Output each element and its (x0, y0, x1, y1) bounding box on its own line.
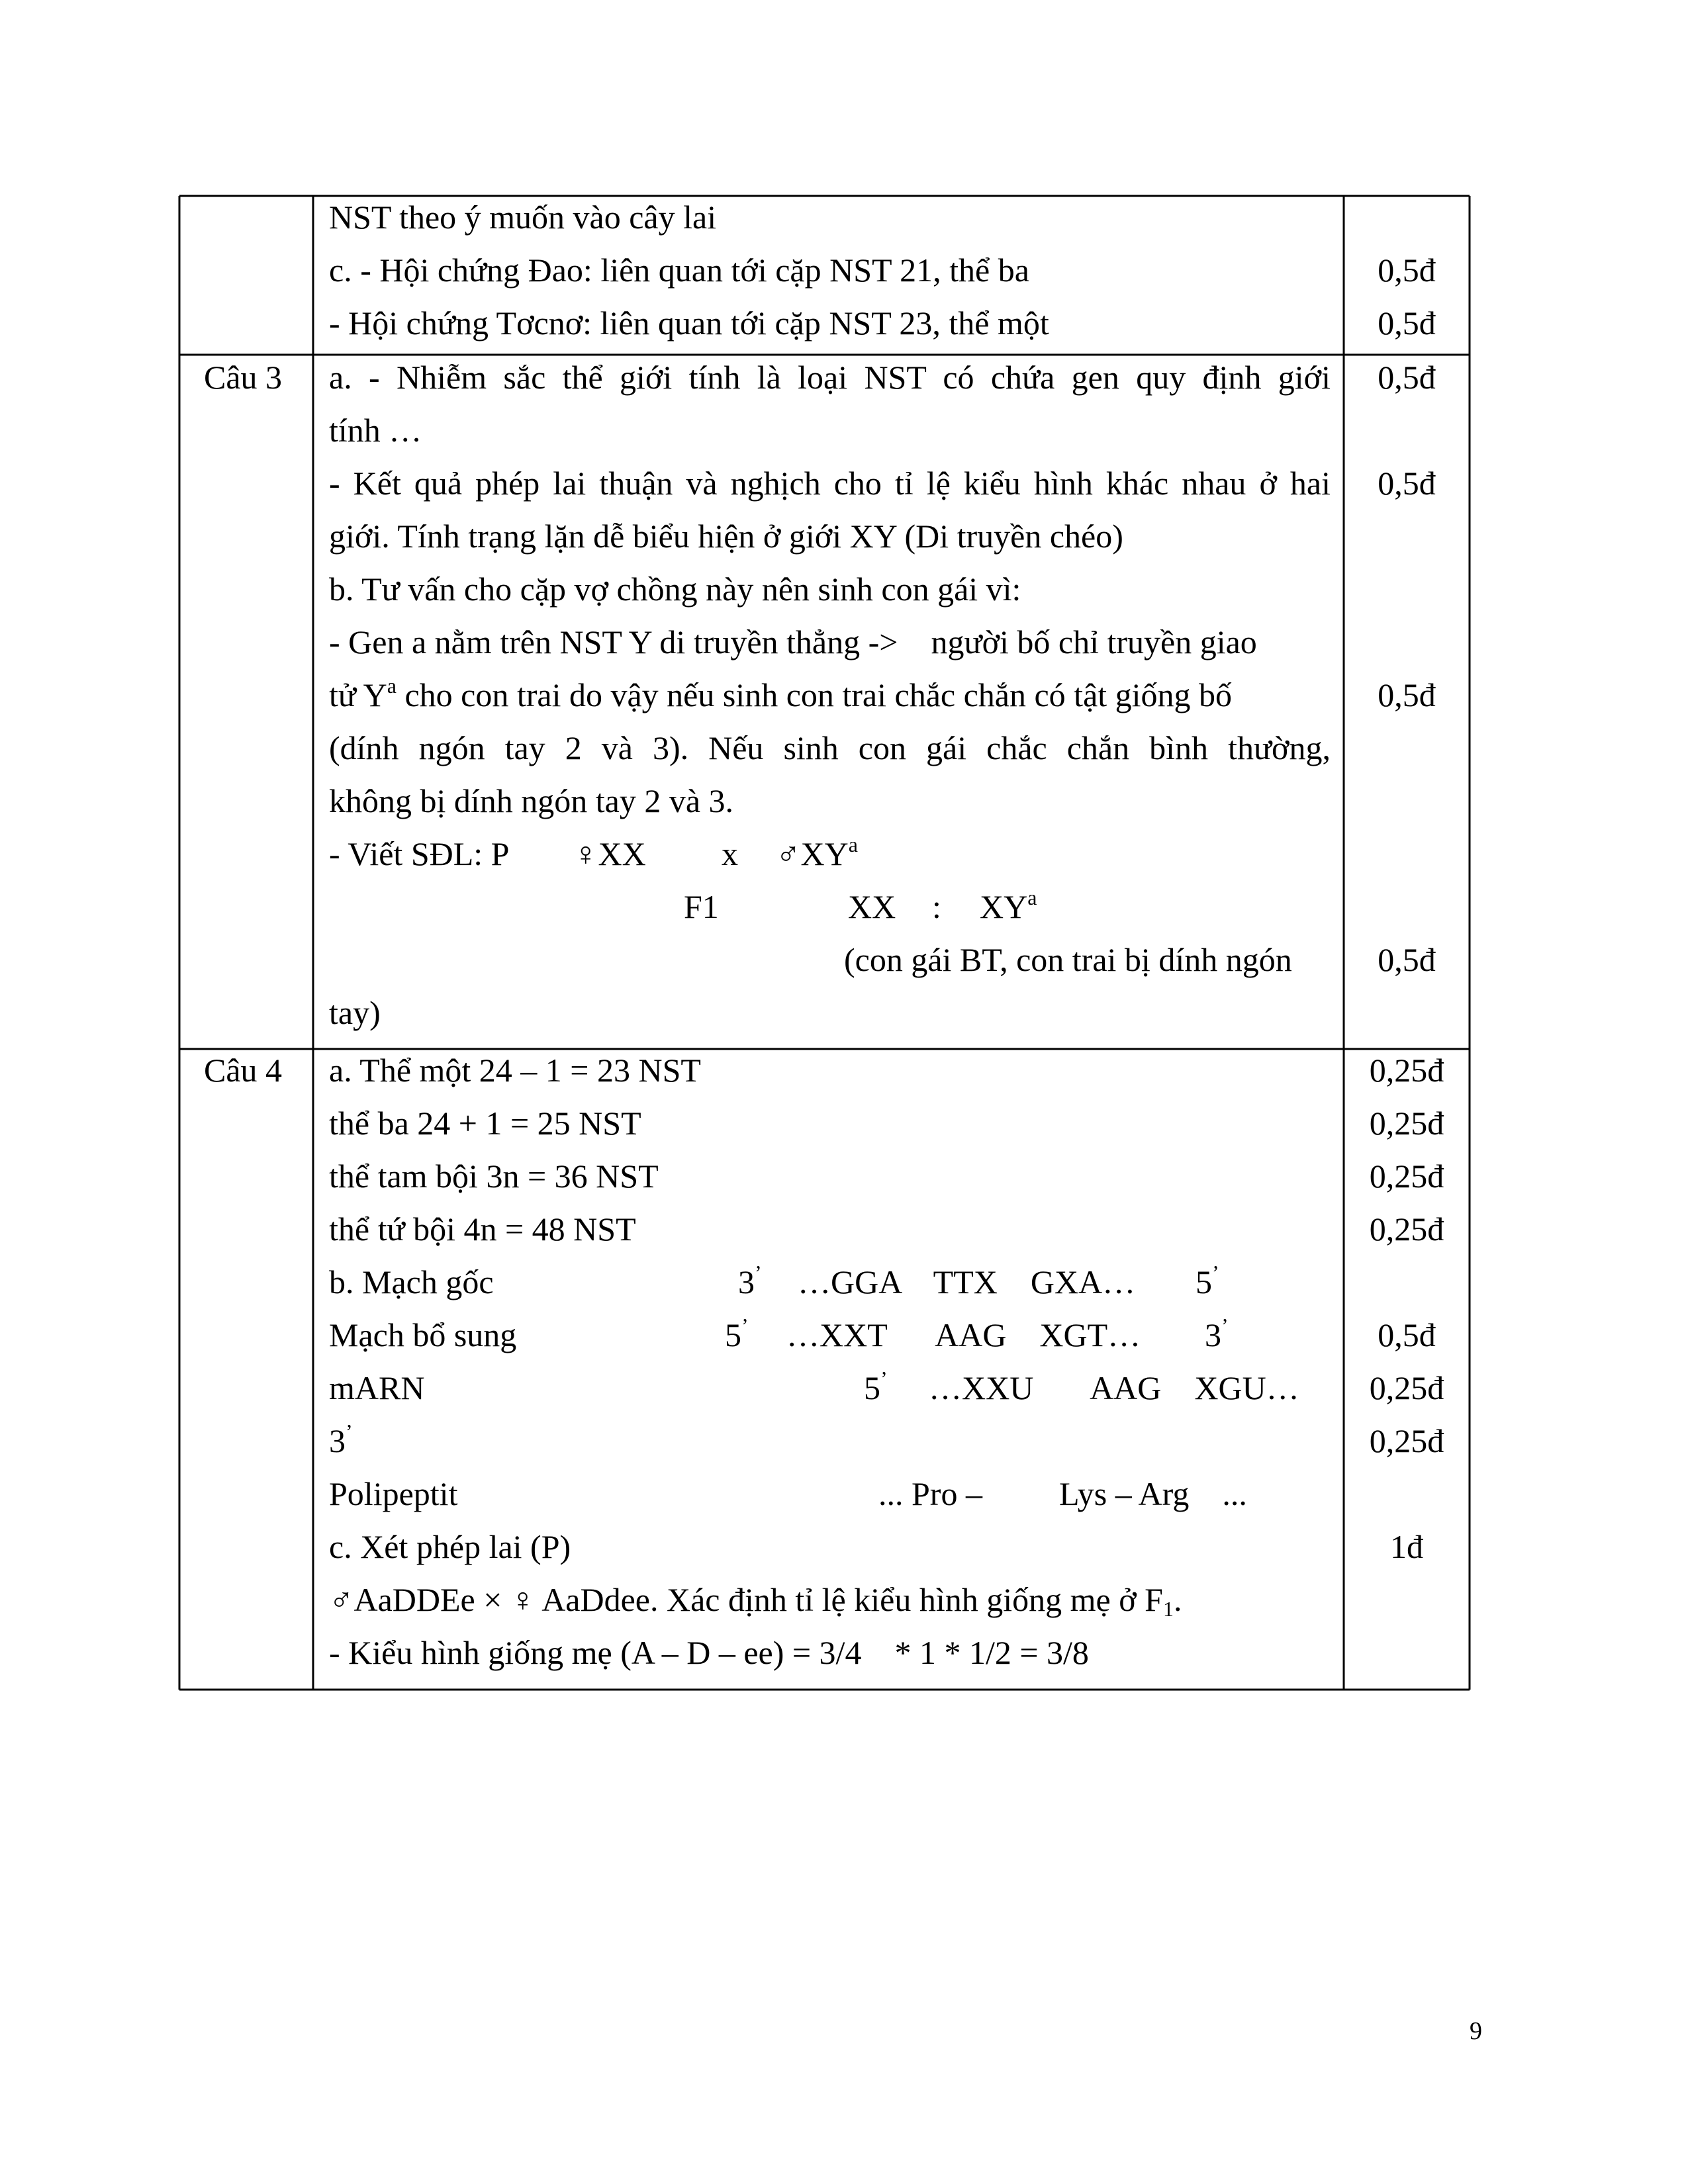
cross-symbol: x (722, 835, 738, 872)
score-mark: 0,5đ (1378, 676, 1436, 713)
content-line: thể tứ bội 4n = 48 NST (329, 1210, 636, 1248)
score-mark: 0,25đ (1369, 1158, 1444, 1195)
strand-end: 5’ (725, 1314, 749, 1353)
female-genotype: ♀XX (573, 835, 646, 872)
score-mark: 0,5đ (1378, 1316, 1436, 1353)
f1-label: F1 (684, 888, 719, 925)
strand-label: Polipeptit (329, 1475, 458, 1512)
score-mark: 1đ (1390, 1528, 1423, 1565)
score-mark: 0,25đ (1369, 1422, 1444, 1459)
score-mark: 0,25đ (1369, 1369, 1444, 1406)
strand-sequence: …XXU AAG XGU… (929, 1369, 1299, 1406)
score-mark: 0,5đ (1378, 941, 1436, 978)
strand-end: 3’ (738, 1261, 762, 1300)
content-line: - Kiểu hình giống mẹ (A – D – ee) = 3/4 * 1 * 1/2 = 3/8 (329, 1634, 1089, 1671)
content-line: ♂AaDDEe × ♀ AaDdee. Xác định tỉ lệ kiểu hình giống mẹ ở F1. (329, 1581, 1182, 1621)
content-line: - Kết quả phép lai thuận và nghịch cho tỉ lệ kiểu hình khác nhau ở hai (329, 465, 1331, 502)
content-line: tử $Y^a$ cho con trai do vậy nếu sinh con trai chắc chắn có tật giống bố (329, 674, 1233, 713)
content-line: a. Thể một 24 – 1 = 23 NST (329, 1052, 701, 1089)
content-line: - Gen a nằm trên NST Y di truyền thẳng -> người bố chỉ truyền giao (329, 623, 1257, 660)
content-line: không bị dính ngón tay 2 và 3. (329, 782, 734, 819)
strand-label: Mạch bổ sung (329, 1316, 517, 1353)
f1-genotype: $XY^a$ (980, 886, 1037, 925)
strand-end: 5’ (864, 1367, 888, 1406)
content-line: (dính ngón tay 2 và 3). Nếu sinh con gái chắc chắn bình thường, (329, 729, 1331, 766)
score-mark: 0,25đ (1369, 1052, 1444, 1089)
score-mark: 0,5đ (1378, 304, 1436, 341)
content-line: (con gái BT, con trai bị dính ngón (844, 941, 1292, 978)
male-genotype: $♂XY^a$ (776, 833, 858, 872)
strand-sequence: …XXT AAG XGT… (786, 1316, 1141, 1353)
score-mark: 0,25đ (1369, 1210, 1444, 1248)
score-mark: 0,25đ (1369, 1105, 1444, 1142)
content-line: tay) (329, 994, 381, 1031)
f1-genotype: XX (848, 888, 896, 925)
cross-label: - Viết SĐL: P (329, 835, 510, 872)
ratio-colon: : (932, 888, 941, 925)
content-line: c. - Hội chứng Đao: liên quan tới cặp NST 21, thể ba (329, 251, 1029, 289)
content-line: a. - Nhiễm sắc thể giới tính là loại NST có chứa gen quy định giới (329, 359, 1331, 396)
score-mark: 0,5đ (1378, 359, 1436, 396)
content-line: thể tam bội 3n = 36 NST (329, 1158, 659, 1195)
content-line: giới. Tính trạng lặn dễ biểu hiện ở giới XY (Di truyền chéo) (329, 518, 1123, 555)
amino-acid: Lys – Arg ... (1059, 1475, 1247, 1512)
amino-acid: ... Pro – (878, 1475, 982, 1512)
strand-label: mARN (329, 1369, 425, 1406)
strand-end: 3’ (1205, 1314, 1229, 1353)
content-line: NST theo ý muốn vào cây lai (329, 199, 717, 236)
strand-end: 3’ (329, 1420, 353, 1459)
score-mark: 0,5đ (1378, 251, 1436, 289)
strand-end: 5’ (1196, 1261, 1219, 1300)
content-line: thể ba 24 + 1 = 25 NST (329, 1105, 641, 1142)
page-number: 9 (1470, 2017, 1482, 2045)
content-line: - Hội chứng Tơcnơ: liên quan tới cặp NST 23, thể một (329, 304, 1049, 341)
content-line: b. Tư vấn cho cặp vợ chồng này nên sinh con gái vì: (329, 570, 1021, 608)
content-line: tính … (329, 412, 422, 449)
strand-sequence: …GGA TTX GXA… (798, 1263, 1136, 1300)
question-label: Câu 4 (204, 1052, 283, 1089)
score-mark: 0,5đ (1378, 465, 1436, 502)
question-label: Câu 3 (204, 359, 283, 396)
content-line: c. Xét phép lai (P) (329, 1528, 571, 1565)
strand-label: b. Mạch gốc (329, 1263, 494, 1300)
